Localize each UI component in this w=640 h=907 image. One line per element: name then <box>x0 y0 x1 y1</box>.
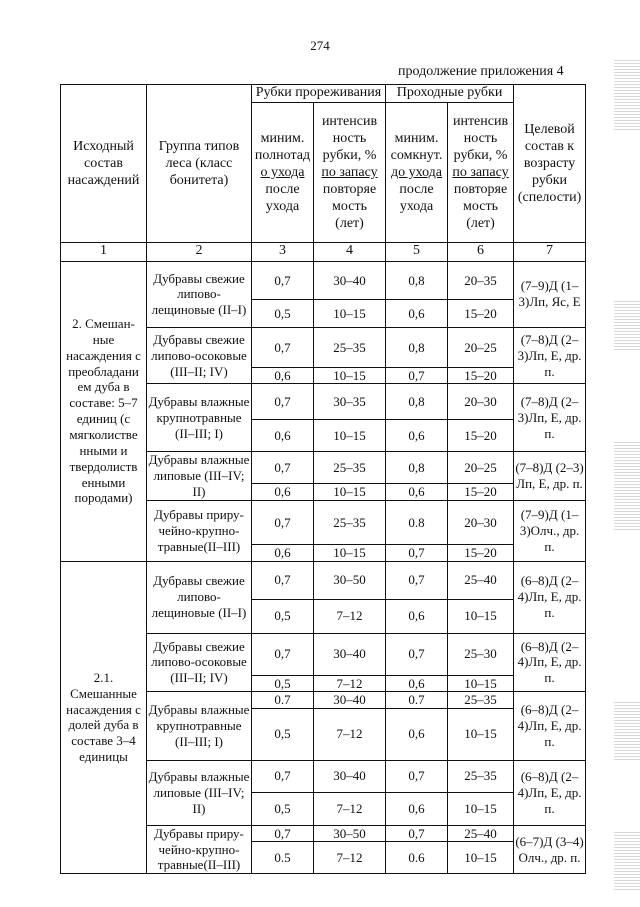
table-cell: 0,8 <box>386 452 448 484</box>
source-composition-cell: 2. Смешан- ные насаждения с преобладани ем дуба в составе: 5–7 единиц (с мягколистве нными и твердолиств енными породами) <box>61 261 147 561</box>
header-source-composition: Исходный состав насаждений <box>61 85 147 243</box>
table-cell: 15–20 <box>448 299 514 327</box>
forest-type-cell: Дубравы влажные липовые (III–IV; II) <box>147 452 252 501</box>
table-cell: 20–30 <box>448 500 514 544</box>
table-cell: 0,7 <box>252 760 314 792</box>
table-cell: 0.7 <box>252 692 314 709</box>
column-number: 4 <box>314 242 386 261</box>
forest-type-cell: Дубравы свежие липово- лещиновые (II–I) <box>147 261 252 327</box>
table-cell: 0,6 <box>252 420 314 452</box>
table-cell: 25–35 <box>314 327 386 367</box>
table-cell: 20–25 <box>448 327 514 367</box>
source-composition-cell: 2.1. Смешанные насаждения с долей дуба в составе 3–4 единицы <box>61 561 147 874</box>
table-cell: 0.8 <box>386 500 448 544</box>
forest-thinning-table <box>60 84 586 874</box>
table-cell: 15–20 <box>448 420 514 452</box>
section-oak-share <box>61 561 586 874</box>
table-cell: 10–15 <box>314 420 386 452</box>
table-cell: 15–20 <box>448 484 514 501</box>
table-cell: 0,5 <box>252 299 314 327</box>
table-cell: 7–12 <box>314 792 386 825</box>
table-cell: 0,7 <box>252 633 314 675</box>
table-cell: 0,5 <box>252 792 314 825</box>
header-forest-type-group: Группа типов леса (класс бонитета) <box>147 85 252 243</box>
table-cell: 10–15 <box>448 599 514 633</box>
table-cell: 7–12 <box>314 842 386 874</box>
table-cell: 30–40 <box>314 692 386 709</box>
table-cell: 0,6 <box>252 367 314 384</box>
table-cell: 30–40 <box>314 261 386 299</box>
table-cell: 20–25 <box>448 452 514 484</box>
column-number: 1 <box>61 242 147 261</box>
header-min-density: миним. полнотад о ухода после ухода <box>252 102 314 242</box>
scan-noise <box>614 700 640 760</box>
header-intensity-passage: интенсив ность рубки, % по запасу повторяе мость (лет) <box>448 102 514 242</box>
table-cell: 10–15 <box>314 484 386 501</box>
page-number: 274 <box>310 38 330 53</box>
table-header <box>61 85 586 243</box>
header-target-composition: Целевой состав к возрасту рубки (спелости) <box>514 85 586 243</box>
table-cell: 10–15 <box>448 792 514 825</box>
target-composition-cell: (6–8)Д (2–4)Лп, Е, др. п. <box>514 692 586 761</box>
table-cell: 0,5 <box>252 599 314 633</box>
header-passage-cutting: Проходные рубки <box>386 85 514 103</box>
table-cell: 30–40 <box>314 633 386 675</box>
table-cell: 10–15 <box>314 367 386 384</box>
table-cell: 0.6 <box>386 842 448 874</box>
forest-type-cell: Дубравы свежие липово-осоковые (III–II; IV) <box>147 633 252 692</box>
table-cell: 0,6 <box>386 792 448 825</box>
table-cell: 0.7 <box>386 692 448 709</box>
table-cell: 10–15 <box>314 299 386 327</box>
table-cell: 0,5 <box>252 708 314 760</box>
table-cell: 7–12 <box>314 708 386 760</box>
table-cell: 0,7 <box>252 825 314 842</box>
target-composition-cell: (7–9)Д (1–3)Олч., др. п. <box>514 500 586 561</box>
target-composition-cell: (6–7)Д (3–4) Олч., др. п. <box>514 825 586 874</box>
table-cell: 0,6 <box>386 599 448 633</box>
scan-noise <box>614 440 640 530</box>
table-cell: 0,6 <box>386 420 448 452</box>
table-cell: 20–35 <box>448 261 514 299</box>
section-oak-dominant <box>61 261 586 561</box>
continuation-label: продолжение приложения 4 <box>398 64 564 79</box>
table-cell: 0,7 <box>252 452 314 484</box>
table-cell: 10–15 <box>314 544 386 561</box>
table-cell: 0,5 <box>252 675 314 692</box>
column-number: 5 <box>386 242 448 261</box>
table-cell: 0,7 <box>386 561 448 599</box>
table-cell: 0,8 <box>386 384 448 420</box>
table-cell: 0,6 <box>252 484 314 501</box>
table-cell: 15–20 <box>448 367 514 384</box>
table-cell: 0,7 <box>386 825 448 842</box>
target-composition-cell: (6–8)Д (2–4)Лп, Е, др. п. <box>514 561 586 633</box>
forest-type-cell: Дубравы влажные липовые (III–IV; II) <box>147 760 252 825</box>
table-cell: 7–12 <box>314 675 386 692</box>
table-cell: 10–15 <box>448 675 514 692</box>
table-cell: 0,8 <box>386 327 448 367</box>
table-cell: 7–12 <box>314 599 386 633</box>
column-number: 3 <box>252 242 314 261</box>
header-intensity-thinning: интенсив ность рубки, % по запасу повторяе мость (лет) <box>314 102 386 242</box>
target-composition-cell: (6–8)Д (2–4)Лп, Е, др. п. <box>514 633 586 692</box>
table-cell: 30–40 <box>314 760 386 792</box>
column-number: 7 <box>514 242 586 261</box>
target-composition-cell: (7–9)Д (1–3)Лп, Яс, Е <box>514 261 586 327</box>
table-cell: 0,6 <box>386 675 448 692</box>
table-cell: 25–40 <box>448 561 514 599</box>
target-composition-cell: (7–8)Д (2–3)Лп, Е, др. п. <box>514 384 586 452</box>
target-composition-cell: (6–8)Д (2–4)Лп, Е, др. п. <box>514 760 586 825</box>
table-cell: 0,7 <box>386 367 448 384</box>
table-cell: 0,6 <box>386 299 448 327</box>
table-cell: 25–40 <box>448 825 514 842</box>
scan-noise <box>614 300 640 350</box>
column-numbers-row <box>61 242 586 261</box>
forest-type-cell: Дубравы влажные крупнотравные (II–III; I) <box>147 384 252 452</box>
table-cell: 0,7 <box>386 760 448 792</box>
table-cell: 0,7 <box>252 327 314 367</box>
table-cell: 0,6 <box>252 544 314 561</box>
table-cell: 0,7 <box>252 384 314 420</box>
table-cell: 25–35 <box>314 452 386 484</box>
forest-type-cell: Дубравы приру- чейно-крупно- травные(II–III) <box>147 500 252 561</box>
table-cell: 0,6 <box>386 708 448 760</box>
scan-noise <box>614 60 640 130</box>
table-cell: 25–35 <box>448 692 514 709</box>
table-cell: 15–20 <box>448 544 514 561</box>
header-thinning: Рубки прореживания <box>252 85 386 103</box>
table-cell: 0,7 <box>386 633 448 675</box>
table-cell: 0,8 <box>386 261 448 299</box>
table-cell: 0,7 <box>386 544 448 561</box>
scan-noise <box>614 830 640 890</box>
table-cell: 0,7 <box>252 500 314 544</box>
forest-type-cell: Дубравы влажные крупнотравные (II–III; I) <box>147 692 252 761</box>
target-composition-cell: (7–8)Д (2–3) Лп, Е, др. п. <box>514 452 586 501</box>
table-cell: 30–35 <box>314 384 386 420</box>
table-cell: 20–30 <box>448 384 514 420</box>
table-cell: 25–35 <box>314 500 386 544</box>
column-number: 6 <box>448 242 514 261</box>
table-cell: 0,7 <box>252 261 314 299</box>
header-min-closure: миним. сомкнут. до ухода после ухода <box>386 102 448 242</box>
table-cell: 30–50 <box>314 825 386 842</box>
table-cell: 10–15 <box>448 842 514 874</box>
column-number: 2 <box>147 242 252 261</box>
table-cell: 0,7 <box>252 561 314 599</box>
table-cell: 0.5 <box>252 842 314 874</box>
forest-type-cell: Дубравы свежие липово- лещиновые (II–I) <box>147 561 252 633</box>
forest-type-cell: Дубравы свежие липово-осоковые (III–II; IV) <box>147 327 252 384</box>
table-cell: 30–50 <box>314 561 386 599</box>
table-cell: 0,6 <box>386 484 448 501</box>
table-cell: 10–15 <box>448 708 514 760</box>
forest-type-cell: Дубравы приру- чейно-крупно- травные(II–III) <box>147 825 252 874</box>
table-cell: 25–30 <box>448 633 514 675</box>
table-cell: 25–35 <box>448 760 514 792</box>
target-composition-cell: (7–8)Д (2–3)Лп, Е, др. п. <box>514 327 586 384</box>
